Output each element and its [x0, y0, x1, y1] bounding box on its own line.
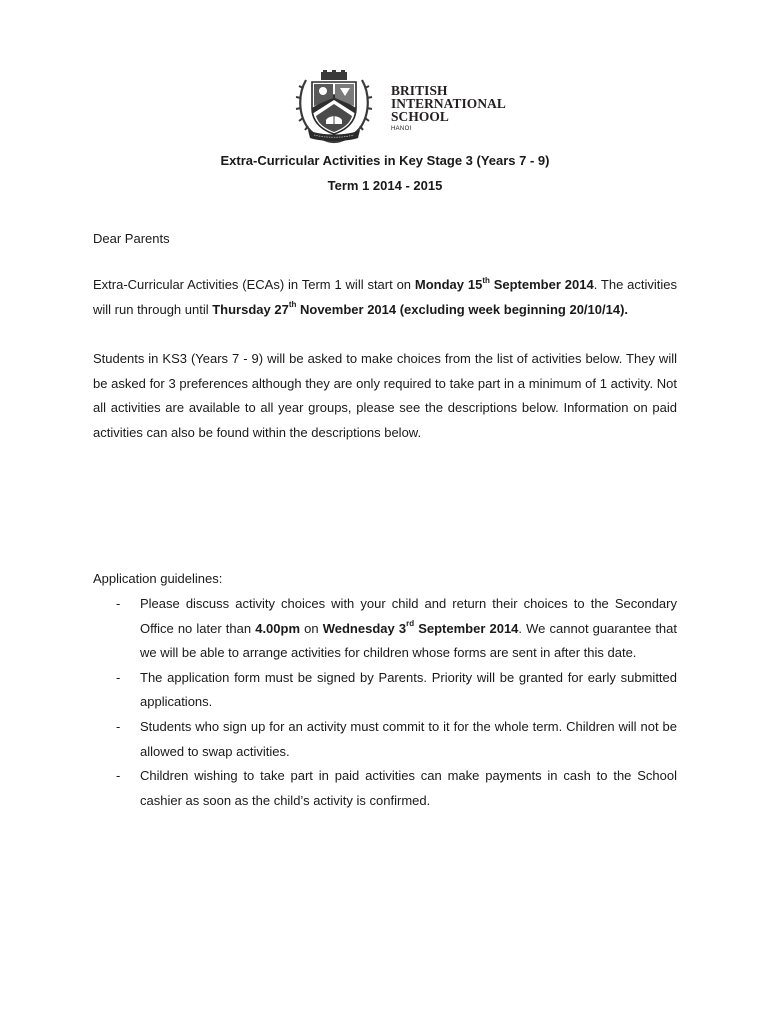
- document-term: Term 1 2014 - 2015: [327, 178, 443, 193]
- list-item: - Please discuss activity choices with your child and return their choices to the Secondary Office no later than 4.00pm on Wednesday 3rd September 2014. We cannot guarantee that we will be able to arrange activities for children whose forms are sent in after this date.: [93, 592, 677, 666]
- list-dash: -: [116, 669, 121, 685]
- paragraph-dates: [93, 273, 677, 322]
- para1-text-1: Extra-Curricular Activities (ECAs) in Term 1 will start on: [93, 277, 415, 292]
- list-item: - The application form must be signed by Parents. Priority will be granted for early submitted applications.: [93, 666, 677, 715]
- school-name-line-3: SCHOOL: [391, 109, 449, 124]
- school-wordmark: [391, 84, 506, 134]
- school-logo: [290, 70, 506, 146]
- para1-start-date: Monday 15th September 2014: [414, 275, 594, 292]
- school-crest-icon: [294, 70, 374, 144]
- school-name-line-2: INTERNATIONAL: [391, 96, 506, 111]
- para1-end-date: Thursday 27th November 2014 (excluding week beginning 20/10/14).: [212, 300, 629, 317]
- guidelines-title: Application guidelines:: [93, 571, 223, 586]
- document-title: Extra-Curricular Activities in Key Stage 3 (Years 7 - 9): [220, 153, 550, 168]
- list-dash: -: [116, 768, 121, 784]
- list-item: - Students who sign up for an activity must commit to it for the whole term. Children will not be allowed to swap activities.: [93, 715, 677, 764]
- list-dash: -: [116, 596, 121, 611]
- school-name-line-1: BRITISH: [391, 83, 448, 98]
- para1-text-2: . The activities will run through until: [93, 277, 678, 317]
- list-dash: -: [116, 718, 121, 734]
- paragraph-choices: Students in KS3 (Years 7 - 9) will be asked to make choices from the list of activities below. They will be asked for 3 preferences although they are only required to take part in a minimum of 1 activity. Not all activities are available to all year groups, please see the descriptions below. Information on paid activities can also be found within the descriptions below.: [93, 351, 677, 440]
- guidelines-list: [93, 592, 677, 813]
- greeting: Dear Parents: [93, 231, 170, 246]
- list-item: - Children wishing to take part in paid activities can make payments in cash to the School cashier as soon as the child’s activity is confirmed.: [93, 764, 677, 813]
- school-city: HANOI: [391, 126, 412, 132]
